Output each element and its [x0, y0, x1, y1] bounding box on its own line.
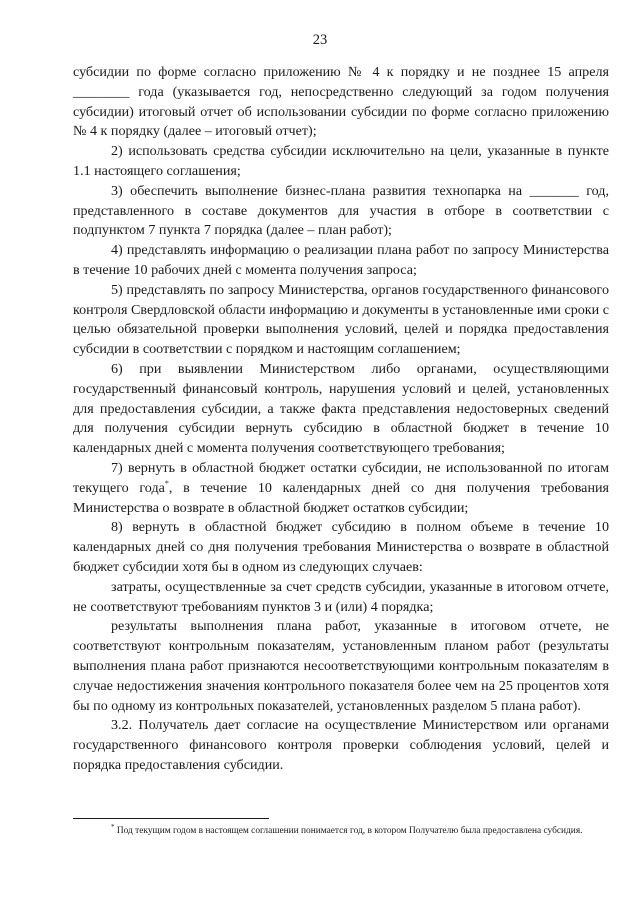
paragraph-clause-3-2: 3.2. Получатель дает согласие на осуществление Министерством или органами государственного финансового контроля проверки соблюдения условий, целей и порядка предоставления субсидии.: [73, 717, 609, 773]
document-body: [73, 63, 609, 776]
page-number: 23: [312, 32, 328, 48]
footnote-mark: *: [111, 823, 115, 831]
footnote: [73, 824, 609, 839]
paragraph-item-4: 4) представлять информацию о реализации плана работ по запросу Министерства в течение 10 рабочих дней с момента получения запроса;: [73, 242, 609, 278]
paragraph-case-expenses: затраты, осуществленные за счет средств субсидии, указанные в итоговом отчете, не соответствуют требованиям пунктов 3 и (или) 4 порядка;: [73, 578, 609, 615]
paragraph-item-6: 6) при выявлении Министерством либо органами, осуществляющими государственный финансовый контроль, нарушения условий и целей, установленных для предоставления субсидии, а также факта представления недостоверных сведений для получения субсидии вернуть субсидию в областной бюджет в течение 10 календарных дней с момента получения соответствующего требования;: [73, 360, 609, 457]
paragraph-case-results: результаты выполнения плана работ, указанные в итоговом отчете, не соответствуют контрольным показателям, установленным планом работ (результаты выполнения плана работ признаются несоответствующими контрольным показателям в случае недостижения значения контрольного показателя более чем на 25 процентов хотя бы по одному из контрольных показателей, установленных разделом 5 плана работ).: [73, 618, 609, 714]
paragraph-continuation: субсидии по форме согласно приложению № 4 к порядку и не позднее 15 апреля ________ года (указывается год, непосредственно следующий за годом получения субсидии) итоговый отчет об использовании субсидии по форме согласно приложению № 4 к порядку (далее – итоговый отчет);: [73, 64, 609, 140]
paragraph-item-7: [73, 459, 609, 518]
footnote-divider: [73, 818, 269, 819]
footnote-reference-mark: *: [164, 478, 169, 488]
paragraph-item-7-text-start: 7) вернуть в областной бюджет остатки субсидии, не использованной по итогам текущего года: [73, 459, 609, 496]
footnote-text: Под текущим годом в настоящем соглашении понимается год, в котором Получателю была предоставлена субсидия.: [116, 826, 583, 836]
paragraph-item-5: 5) представлять по запросу Министерства, органов государственного финансового контроля Свердловской области информацию и документы в установленные ими сроки с целью обязательной проверки выполнения условий, целей и порядка предоставления субсидии в соответствии с порядком и настоящим соглашением;: [73, 281, 609, 358]
paragraph-item-2: 2) использовать средства субсидии исключительно на цели, указанные в пункте 1.1 настоящего соглашения;: [73, 143, 609, 179]
paragraph-item-3: 3) обеспечить выполнение бизнес-плана развития технопарка на _______ год, представленного в составе документов для участия в отборе в соответствии с подпунктом 7 пункта 7 порядка (далее – план работ);: [73, 182, 609, 239]
paragraph-item-7-text-end: , в течение 10 календарных дней со дня получения требования Министерства о возврате в областной бюджет остатков субсидии;: [73, 479, 610, 516]
paragraph-item-8: 8) вернуть в областной бюджет субсидию в полном объеме в течение 10 календарных дней со дня получения требования Министерства о возврате в областной бюджет субсидии хотя бы в одном из следующих случаев:: [73, 519, 609, 575]
